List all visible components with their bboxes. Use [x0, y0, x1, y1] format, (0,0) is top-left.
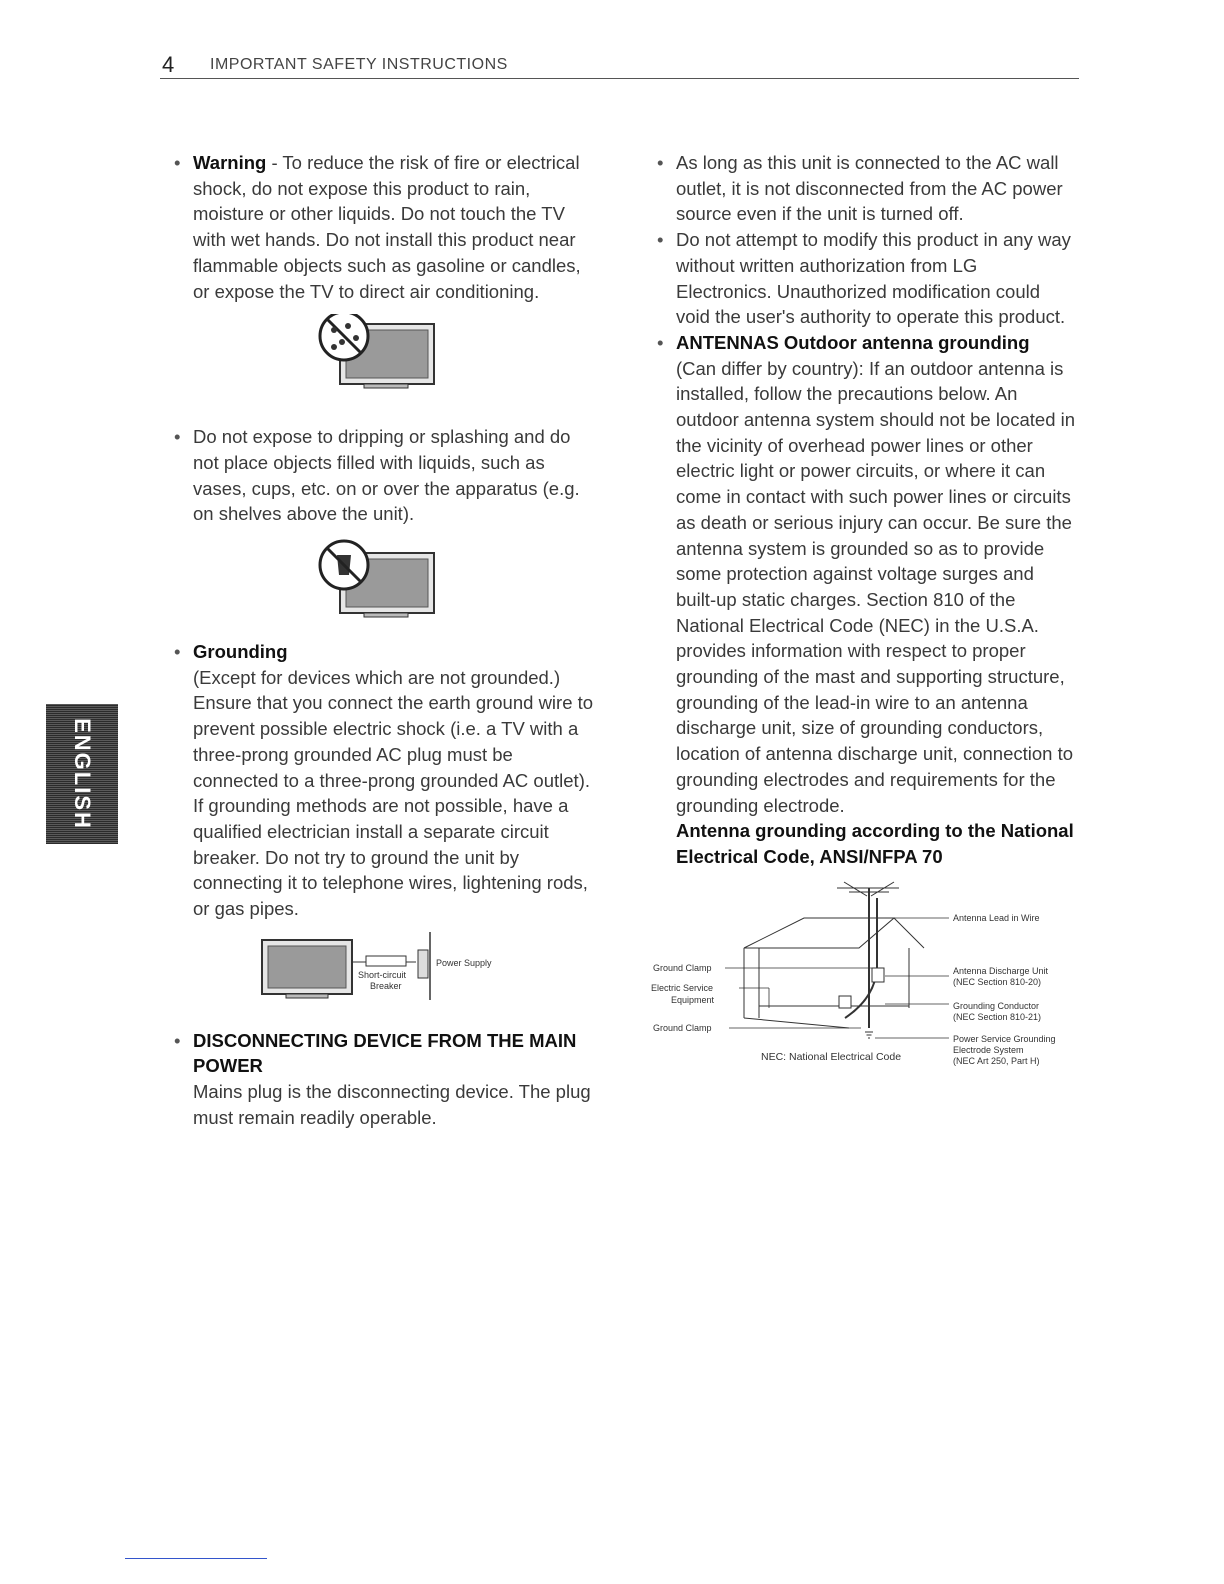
disconnecting-heading: • DISCONNECTING DEVICE FROM THE MAIN POWER: [193, 1029, 577, 1077]
grounding-heading: • Grounding: [193, 641, 288, 663]
outlet-icon: [418, 950, 428, 978]
page-number: 4: [162, 52, 175, 77]
tv-screen: [268, 946, 346, 988]
disconnecting-item: [174, 1028, 594, 1131]
disconnecting-text: Mains plug is the disconnecting device. The plug must remain readily operable.: [193, 1081, 591, 1128]
tv-stand: [364, 384, 408, 388]
grounding-text: (Except for devices which are not grounded.) Ensure that you connect the earth ground wire to prevent possible electric shock (i.e. a TV with a three-prong grounded AC plug must be connected to a three-prong grounded AC outlet). If grounding methods are not possible, have a qualified electrician install a separate circuit breaker. Do not try to ground the unit by connecting it to telephone wires, lightening rods, or gas pipes.: [193, 666, 594, 920]
footnote-rule: [125, 1558, 267, 1559]
service-box: [839, 996, 851, 1008]
language-tab: [46, 704, 118, 844]
language-tab-label: ENGLISH: [70, 718, 95, 830]
grounding-conductor-label-1: Grounding Conductor: [953, 1000, 1040, 1011]
electric-service-label-2: Equipment: [671, 994, 715, 1005]
discharge-unit: [872, 968, 884, 982]
left-column: [174, 150, 594, 1131]
warning-text: - To reduce the risk of fire or electrical shock, do not expose this product to rain, moisture or other liquids. Do not touch the TV with wet hands. Do not install this product near flammable objects such as gasoline or candles, or expose the TV to direct air conditioning.: [193, 152, 581, 302]
electric-service-label-1: Electric Service: [651, 982, 714, 993]
antennas-heading: • ANTENNAS Outdoor antenna grounding: [676, 331, 1030, 353]
antenna-lead-label: Antenna Lead in Wire: [953, 912, 1040, 923]
right-column: [651, 150, 1077, 1078]
discharge-unit-label-2: (NEC Section 810-20): [953, 976, 1042, 987]
discharge-unit-label-1: Antenna Discharge Unit: [953, 965, 1049, 976]
modify-text: Do not attempt to modify this product in any way without written authorization from LG Electronics. Unauthorized modification could void the user's authority to operate this product.: [676, 229, 1071, 328]
antennas-item: [657, 330, 1077, 818]
page-header: [160, 52, 1079, 79]
page-title: IMPORTANT SAFETY INSTRUCTIONS: [210, 56, 508, 73]
warning-item: [174, 150, 594, 304]
electrode-label-3: (NEC Art 250, Part H): [953, 1055, 1040, 1066]
electrode-label-2: Electrode System: [953, 1044, 1024, 1055]
grounding-item: [174, 639, 594, 922]
antenna-grounding-diagram: [649, 878, 1069, 1078]
ground-clamp-top-label: Ground Clamp: [653, 962, 712, 973]
breaker-box: [366, 956, 406, 966]
tv-stand: [364, 613, 408, 617]
breaker-label-1: Short-circuit: [358, 969, 407, 980]
connected-item: [657, 150, 1077, 227]
grounding-figure: [174, 932, 594, 1012]
tv-no-rain-figure: [174, 314, 594, 404]
dripping-text: Do not expose to dripping or splashing and do not place objects filled with liquids, such as vases, cups, etc. on or over the apparatus (e.g. on shelves above the unit).: [193, 426, 580, 525]
ground-clamp-bottom-label: Ground Clamp: [653, 1022, 712, 1033]
electrode-label-1: Power Service Grounding: [953, 1033, 1056, 1044]
antennas-text: (Can differ by country): If an outdoor antenna is installed, follow the precautions below. An outdoor antenna system should not be located in the vicinity of overhead power lines or other electric light or power circuits, or where it can come in contact with such power lines or circuits as death or serious injury can occur. Be sure the antenna system is grounded so as to provide some protection against voltage surges and built-up static charges. Section 810 of the National Electrical Code (NEC) in the U.S.A. provides information with respect to proper grounding of the mast and supporting structure, grounding of the lead-in wire to an antenna discharge unit, size of grounding conductors, location of antenna discharge unit, connection to grounding electrodes and requirements for the grounding electrode.: [676, 357, 1076, 816]
ground-symbol: [865, 1032, 873, 1038]
tv-stand: [286, 994, 328, 998]
warning-heading: Warning: [193, 152, 267, 173]
house-outline: [744, 918, 924, 1028]
connected-text: As long as this unit is connected to the AC wall outlet, it is not disconnected from the AC power source even if the unit is turned off.: [676, 152, 1063, 225]
power-supply-label: Power Supply: [436, 957, 492, 968]
tv-no-liquids-figure: [174, 539, 594, 629]
modify-item: [657, 227, 1077, 330]
nec-caption: NEC: National Electrical Code: [761, 1050, 902, 1063]
antenna-grounding-subheading: Antenna grounding according to the National Electrical Code, ANSI/NFPA 70: [676, 820, 1074, 867]
breaker-label-2: Breaker: [370, 980, 402, 991]
grounding-conductor-label-2: (NEC Section 810-21): [953, 1011, 1042, 1022]
dripping-item: [174, 424, 594, 527]
